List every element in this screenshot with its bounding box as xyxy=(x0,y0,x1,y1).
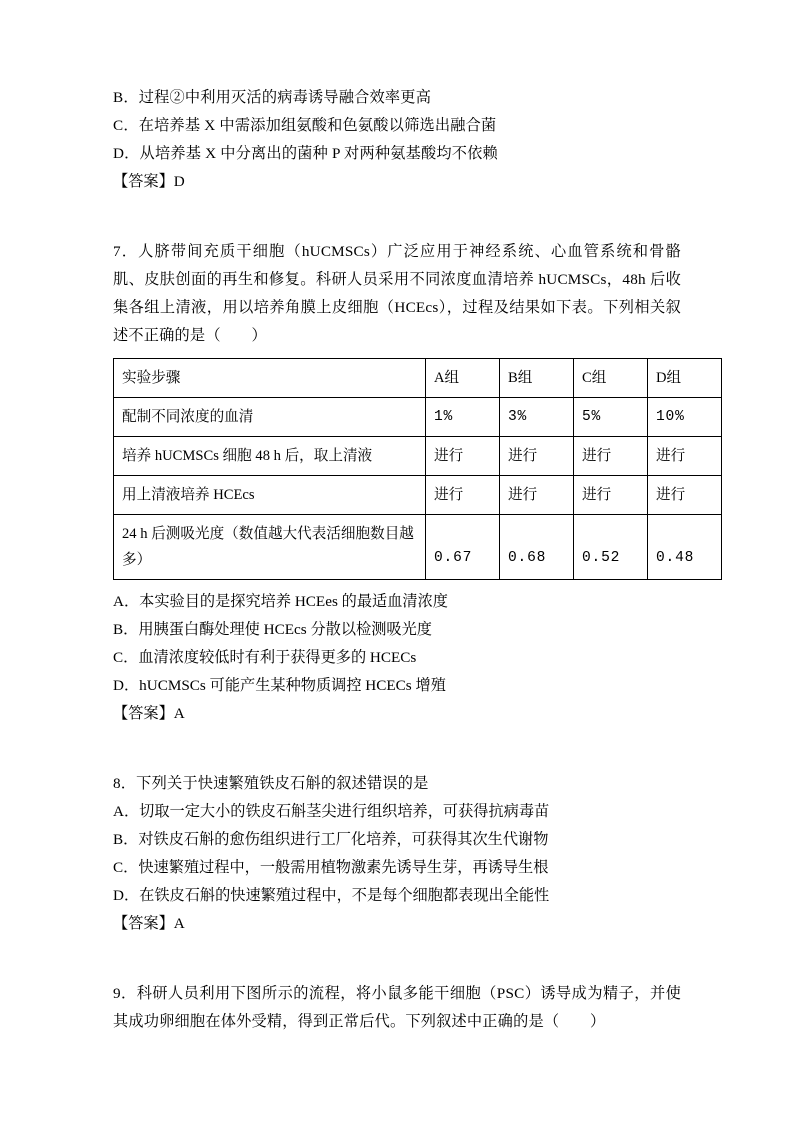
table-cell-value: 10% xyxy=(648,398,722,437)
q7-stem: 7．人脐带间充质干细胞（hUCMSCs）广泛应用于神经系统、心血管系统和骨骼肌、皮肤创面的再生和修复。科研人员采用不同浓度血清培养 hUCMSCs，48h 后收集各组上清液，用以培养角膜上皮细胞（HCEcs），过程及结果如下表。下列相关叙述不正确的是（ ） xyxy=(113,243,681,344)
table-header-group-a: A组 xyxy=(426,359,500,398)
table-row-header xyxy=(114,359,722,398)
q8-stem: 8．下列关于快速繁殖铁皮石斛的叙述错误的是 xyxy=(113,775,429,792)
table-cell-value: 进行 xyxy=(574,437,648,476)
table-cell-value: 1% xyxy=(426,398,500,437)
table-cell-value: 0.52 xyxy=(574,515,648,580)
table-cell-value: 0.68 xyxy=(500,515,574,580)
q7-option-a: A．本实验目的是探究培养 HCEes 的最适血清浓度 xyxy=(113,593,448,610)
q8-option-d: D．在铁皮石斛的快速繁殖过程中，不是每个细胞都表现出全能性 xyxy=(113,887,550,904)
q6-option-d: D．从培养基 X 中分离出的菌种 P 对两种氨基酸均不依赖 xyxy=(113,145,498,162)
table-row xyxy=(114,476,722,515)
table-cell-value: 进行 xyxy=(500,437,574,476)
table-cell-step: 24 h 后测吸光度（数值越大代表活细胞数目越多） xyxy=(114,515,426,580)
q7-option-b: B．用胰蛋白酶处理使 HCEcs 分散以检测吸光度 xyxy=(113,621,432,638)
q7-answer: 【答案】A xyxy=(113,705,185,722)
table-cell-value: 进行 xyxy=(426,476,500,515)
table-row xyxy=(114,398,722,437)
q7-option-c: C．血清浓度较低时有利于获得更多的 HCECs xyxy=(113,649,417,666)
table-cell-step: 用上清液培养 HCEcs xyxy=(114,476,426,515)
q8-option-a: A．切取一定大小的铁皮石斛茎尖进行组织培养，可获得抗病毒苗 xyxy=(113,803,550,820)
q9-stem: 9．科研人员利用下图所示的流程，将小鼠多能干细胞（PSC）诱导成为精子，并使其成功卵细胞在体外受精，得到正常后代。下列叙述中正确的是（ ） xyxy=(113,985,681,1030)
table-cell-value: 3% xyxy=(500,398,574,437)
table-cell-value: 进行 xyxy=(648,437,722,476)
table-cell-step: 培养 hUCMSCs 细胞 48 h 后，取上清液 xyxy=(114,437,426,476)
table-cell-value: 进行 xyxy=(574,476,648,515)
table-cell-value: 5% xyxy=(574,398,648,437)
table-header-group-b: B组 xyxy=(500,359,574,398)
spacer xyxy=(113,966,681,980)
experiment-table xyxy=(113,358,722,580)
q6-option-c: C．在培养基 X 中需添加组氨酸和色氨酸以筛选出融合菌 xyxy=(113,117,497,134)
q8-option-c: C．快速繁殖过程中，一般需用植物激素先诱导生芽，再诱导生根 xyxy=(113,859,549,876)
spacer xyxy=(113,196,681,224)
table-cell-value: 0.48 xyxy=(648,515,722,580)
table-cell-value: 0.67 xyxy=(426,515,500,580)
table-header-group-d: D组 xyxy=(648,359,722,398)
spacer xyxy=(113,728,681,756)
q7-option-d: D．hUCMSCs 可能产生某种物质调控 HCECs 增殖 xyxy=(113,677,446,694)
table-cell-value: 进行 xyxy=(648,476,722,515)
table-cell-value: 进行 xyxy=(500,476,574,515)
spacer xyxy=(113,756,681,770)
page-content xyxy=(113,84,695,1036)
q6-answer: 【答案】D xyxy=(113,173,185,190)
q7-table-wrapper xyxy=(113,358,695,580)
table-header-group-c: C组 xyxy=(574,359,648,398)
q8-answer: 【答案】A xyxy=(113,915,185,932)
table-cell-step: 配制不同浓度的血清 xyxy=(114,398,426,437)
table-cell-value: 进行 xyxy=(426,437,500,476)
table-row xyxy=(114,437,722,476)
table-header-step: 实验步骤 xyxy=(114,359,426,398)
q6-option-b: B．过程②中利用灭活的病毒诱导融合效率更高 xyxy=(113,89,432,106)
table-row xyxy=(114,515,722,580)
q8-option-b: B．对铁皮石斛的愈伤组织进行工厂化培养，可获得其次生代谢物 xyxy=(113,831,549,848)
spacer xyxy=(113,938,681,966)
spacer xyxy=(113,224,681,238)
